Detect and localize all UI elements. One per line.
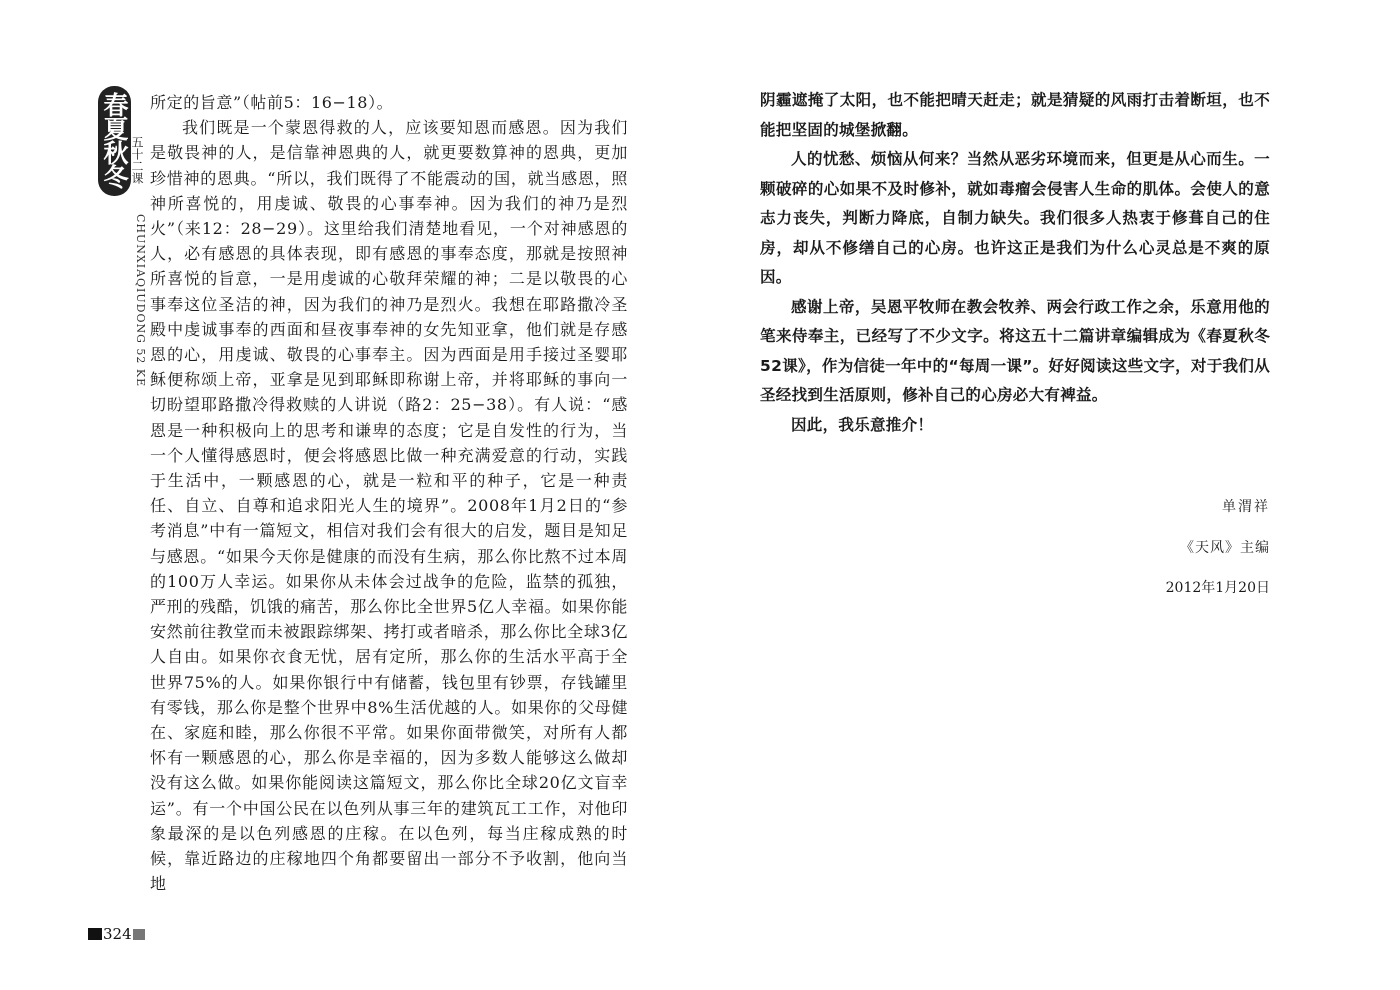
page-number-text: 324 bbox=[103, 925, 132, 943]
book-title-pinyin: CHUNXIAQIUDONG 52 KE bbox=[134, 214, 147, 388]
book-subtitle: 五十二课 bbox=[130, 136, 144, 184]
right-body-text bbox=[760, 86, 1270, 440]
signature-name: 单渭祥 bbox=[1222, 499, 1270, 515]
running-header bbox=[88, 86, 150, 446]
book-title: 春夏秋冬 bbox=[98, 86, 131, 196]
left-body-text bbox=[150, 90, 628, 897]
paragraph: 我们既是一个蒙恩得救的人，应该要知恩而感恩。因为我们是敬畏神的人，是信靠神恩典的人，就更要数算神的恩典，更加珍惜神的恩典。“所以，我们既得了不能震动的国，就当感恩，照神所喜悦的，用虔诚、敬畏的心事奉神。因为我们的神乃是烈火”（来12：28−29）。这里给我们清楚地看见，一个对神感恩的人，必有感恩的具体表现，即有感恩的事奉态度，那就是按照神所喜悦的旨意，一是用虔诚的心敬拜荣耀的神；二是以敬畏的心事奉这位圣洁的神，因为我们的神乃是烈火。我想在耶路撒冷圣殿中虔诚事奉的西面和昼夜事奉神的女先知亚拿，他们就是存感恩的心，用虔诚、敬畏的心事奉主。因为西面是用手接过圣婴耶稣便称颂上帝，亚拿是见到耶稣即称谢上帝，并将耶稣的事向一切盼望耶路撒冷得救赎的人讲说（路2：25−38）。有人说：“感恩是一种积极向上的思考和谦卑的态度；它是自发性的行为，当一个人懂得感恩时，便会将感恩比做一种充满爱意的行动，实践于生活中，一颗感恩的心，就是一粒和平的种子，它是一种责任、自立、自尊和追求阳光人生的境界”。2008年1月2日的“参考消息”中有一篇短文，相信对我们会有很大的启发，题目是知足与感恩。“如果今天你是健康的而没有生病，那么你比熬不过本周的100万人幸运。如果你从未体会过战争的危险，监禁的孤独，严刑的残酷，饥饿的痛苦，那么你比全世界5亿人幸福。如果你能安然前往教堂而未被跟踪绑架、拷打或者暗杀，那么你比全球3亿人自由。如果你衣食无忧，居有定所，那么你的生活水平高于全世界75%的人。如果你银行中有储蓄，钱包里有钞票，存钱罐里有零钱，那么你是整个世界中8%生活优越的人。如果你的父母健在、家庭和睦，那么你很不平常。如果你面带微笑，对所有人都怀有一颗感恩的心，那么你是幸福的，因为多数人能够这么做却没有这么做。如果你能阅读这篇短文，那么你比全球20亿文盲幸运”。有一个中国公民在以色列从事三年的建筑瓦工工作，对他印象最深的是以色列感恩的庄稼。在以色列，每当庄稼成熟的时候，靠近路边的庄稼地四个角都要留出一部分不予收割，他向当地 bbox=[150, 118, 628, 894]
paragraph: 因此，我乐意推介！ bbox=[791, 415, 934, 434]
signature-date: 2012年1月20日 bbox=[1165, 580, 1270, 596]
page-number-marker bbox=[133, 929, 145, 940]
paragraph: 感谢上帝，吴恩平牧师在教会牧养、两会行政工作之余，乐意用他的笔来侍奉主，已经写了不少文字。将这五十二篇讲章编辑成为《春夏秋冬52课》，作为信徒一年中的“每周一课”。好好阅读这些文字，对于我们从圣经找到生活原则，修补自己的心房必大有裨益。 bbox=[760, 297, 1270, 404]
paragraph: 人的忧愁、烦恼从何来？当然从恶劣环境而来，但更是从心而生。一颗破碎的心如果不及时修补，就如毒瘤会侵害人生命的肌体。会使人的意志力丧失，判断力降底，自制力缺失。我们很多人热衷于修葺自己的住房，却从不修缮自己的心房。也许这正是我们为什么心灵总是不爽的原因。 bbox=[760, 150, 1270, 286]
paragraph: 所定的旨意”（帖前5：16−18）。 bbox=[150, 93, 394, 112]
signature-role: 《天风》主编 bbox=[1180, 540, 1270, 556]
paragraph: 阴霾遮掩了太阳，也不能把晴天赶走；就是猜疑的风雨打击着断垣，也不能把坚固的城堡掀翻。 bbox=[760, 91, 1270, 139]
